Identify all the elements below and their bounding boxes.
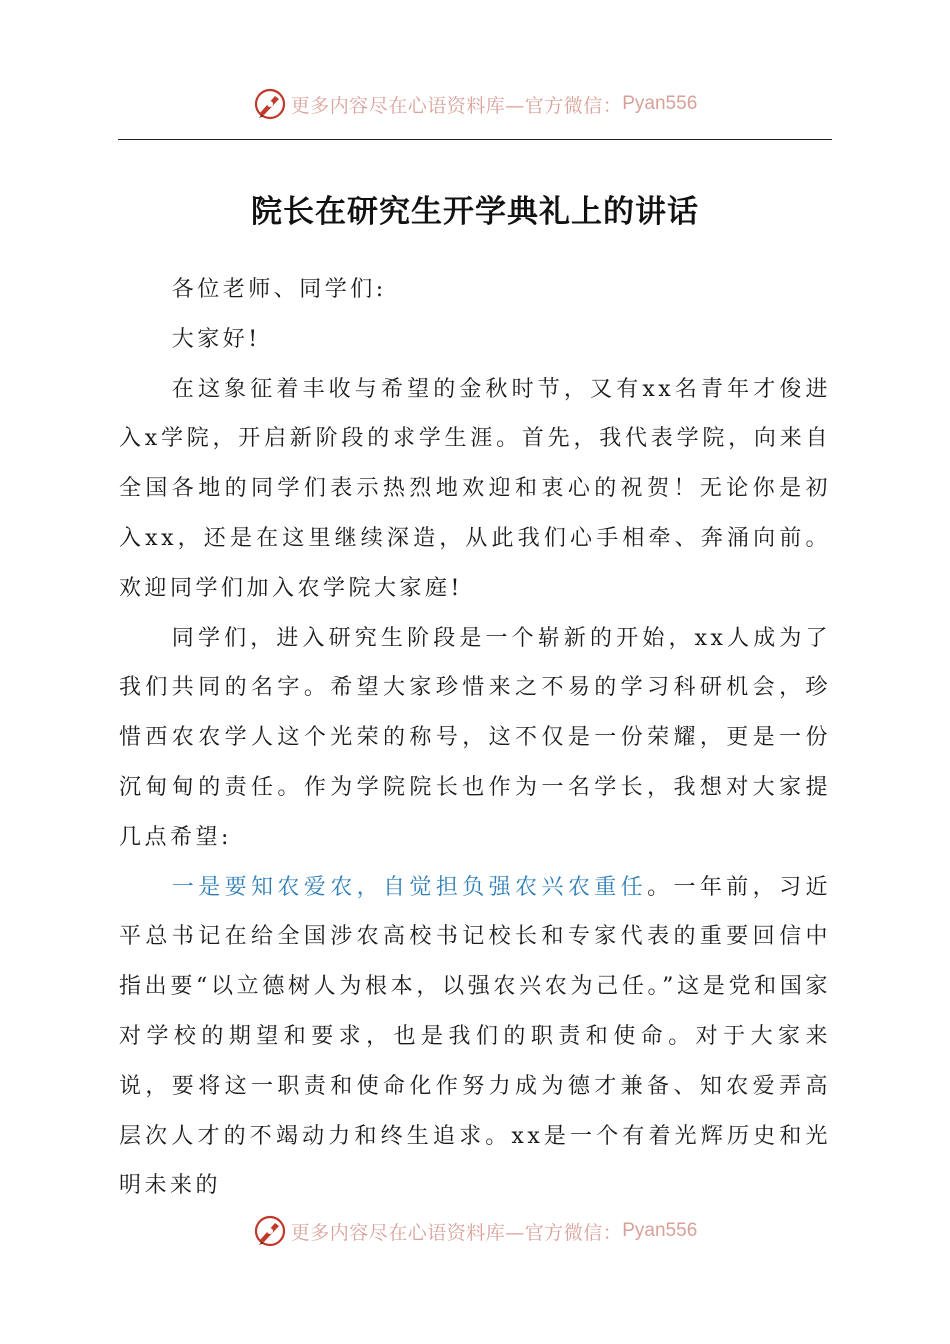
salutation: 各位老师、同学们:	[171, 277, 387, 302]
paragraph-3-heading: 一是要知农爱农，自觉担负强农兴农重任	[171, 874, 648, 900]
pen-logo-icon	[253, 1214, 287, 1248]
watermark-wechat-id: Pyan556	[622, 93, 698, 114]
footer-watermark	[0, 1211, 950, 1251]
greeting: 大家好!	[171, 326, 261, 352]
paragraph-2: 同学们，进入研究生阶段是一个崭新的开始，xx人成为了我们共同的名字。希望大家珍惜来之不易的学习科研机会，珍惜西农农学人这个光荣的称号，这不仅是一份荣耀，更是一份沉甸甸的责任。作为学院院长也作为一名学长，我想对大家提几点希望:	[119, 625, 831, 850]
header-divider	[118, 139, 832, 140]
document-title: 院长在研究生开学典礼上的讲话	[251, 194, 699, 230]
watermark-wechat-id: Pyan556	[622, 1220, 698, 1241]
paragraph-3-body: 。一年前，习近平总书记在给全国涉农高校书记校长和专家代表的重要回信中指出要“以立德树人为根本，以强农兴农为己任。”这是党和国家对学校的期望和要求，也是我们的职责和使命。对于大家来说，要将这一职责和使命化作努力成为德才兼备、知农爱弄高层次人才的不竭动力和终生追求。xx是一个有着光辉历史和光明未来的	[119, 874, 831, 1199]
paragraph-1: 在这象征着丰收与希望的金秋时节，又有xx名青年才俊进入x学院，开启新阶段的求学生涯。首先，我代表学院，向来自全国各地的同学们表示热烈地欢迎和衷心的祝贺！无论你是初入xx，还是在这里继续深造，从此我们心手相牵、奔涌向前。欢迎同学们加入农学院大家庭!	[119, 376, 831, 601]
paragraph-3	[119, 863, 831, 1212]
header-watermark	[0, 84, 950, 124]
watermark-text: 更多内容尽在心语资料库—官方微信：	[290, 1221, 623, 1244]
pen-logo-icon	[253, 87, 287, 121]
document-body	[119, 265, 831, 1211]
watermark-text: 更多内容尽在心语资料库—官方微信：	[290, 94, 623, 117]
